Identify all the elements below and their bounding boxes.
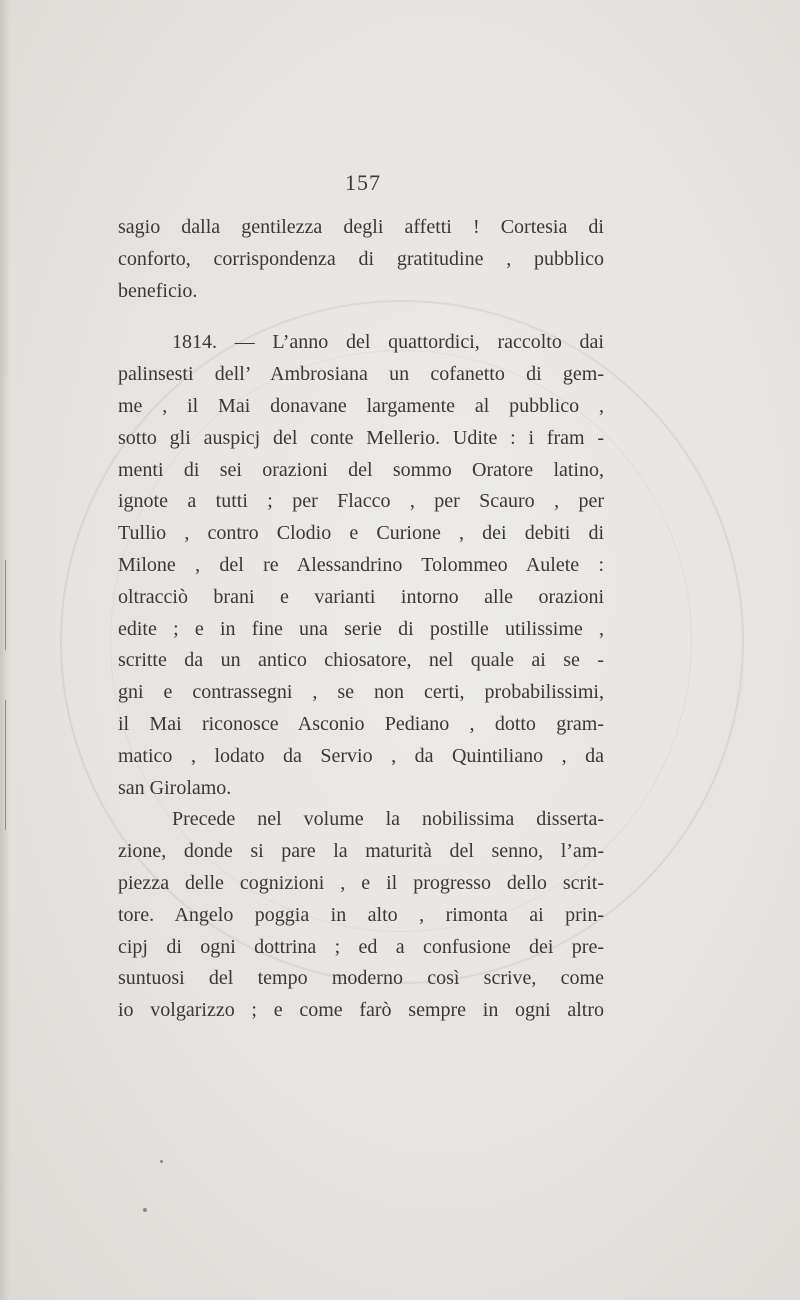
- paragraph-2: [118, 327, 604, 804]
- paragraph-3: [118, 804, 604, 1027]
- text-line: matico , lodato da Servio , da Quintiliano , da: [118, 744, 604, 767]
- text-line: san Girolamo.: [118, 776, 232, 799]
- text-line: il Mai riconosce Asconio Pediano , dotto gram-: [118, 712, 604, 735]
- text-line: sotto gli auspicj del conte Mellerio. Udite : i fram -: [118, 426, 604, 449]
- page-number: 157: [345, 170, 381, 195]
- text-line: piezza delle cognizioni , e il progresso dello scrit-: [118, 871, 604, 894]
- body-text: [118, 212, 604, 1027]
- text-line: Milone , del re Alessandrino Tolommeo Aulete :: [118, 553, 604, 576]
- text-line: Precede nel volume la nobilissima disserta-: [172, 808, 604, 831]
- text-line: scritte da un antico chiosatore, nel quale ai se -: [118, 649, 604, 672]
- paragraph-1: [118, 212, 604, 307]
- text-line: zione, donde si pare la maturità del senno, l’am-: [118, 840, 604, 863]
- text-line: sagio dalla gentilezza degli affetti ! Cortesia di: [118, 216, 604, 238]
- text-line: edite ; e in fine una serie di postille utilissime ,: [118, 617, 604, 640]
- text-line: palinsesti dell’ Ambrosiana un cofanetto di gem-: [118, 363, 604, 386]
- paragraph-gap: [118, 307, 604, 327]
- page-edge-line: [5, 560, 6, 650]
- text-line: me , il Mai donavane largamente al pubblico ,: [118, 394, 604, 417]
- paper-speck: [143, 1208, 147, 1212]
- text-line: cipj di ogni dottrina ; ed a confusione dei pre-: [118, 935, 604, 958]
- text-line: 1814. — L’anno del quattordici, raccolto dai: [172, 331, 604, 354]
- text-line: beneficio.: [118, 279, 198, 302]
- text-line: gni e contrassegni , se non certi, probabilissimi,: [118, 681, 604, 704]
- paper-speck: [160, 1160, 163, 1163]
- text-line: io volgarizzo ; e come farò sempre in ogni altro: [118, 999, 604, 1022]
- page-edge-line: [5, 700, 6, 830]
- text-line: menti di sei orazioni del sommo Oratore latino,: [118, 458, 604, 481]
- text-line: tore. Angelo poggia in alto , rimonta ai prin-: [118, 903, 604, 926]
- text-line: conforto, corrispondenza di gratitudine , pubblico: [118, 247, 604, 270]
- text-line: oltracciò brani e varianti intorno alle orazioni: [118, 585, 604, 608]
- text-line: ignote a tutti ; per Flacco , per Scauro , per: [118, 490, 604, 513]
- text-line: suntuosi del tempo moderno così scrive, come: [118, 967, 604, 990]
- text-line: Tullio , contro Clodio e Curione , dei debiti di: [118, 522, 604, 545]
